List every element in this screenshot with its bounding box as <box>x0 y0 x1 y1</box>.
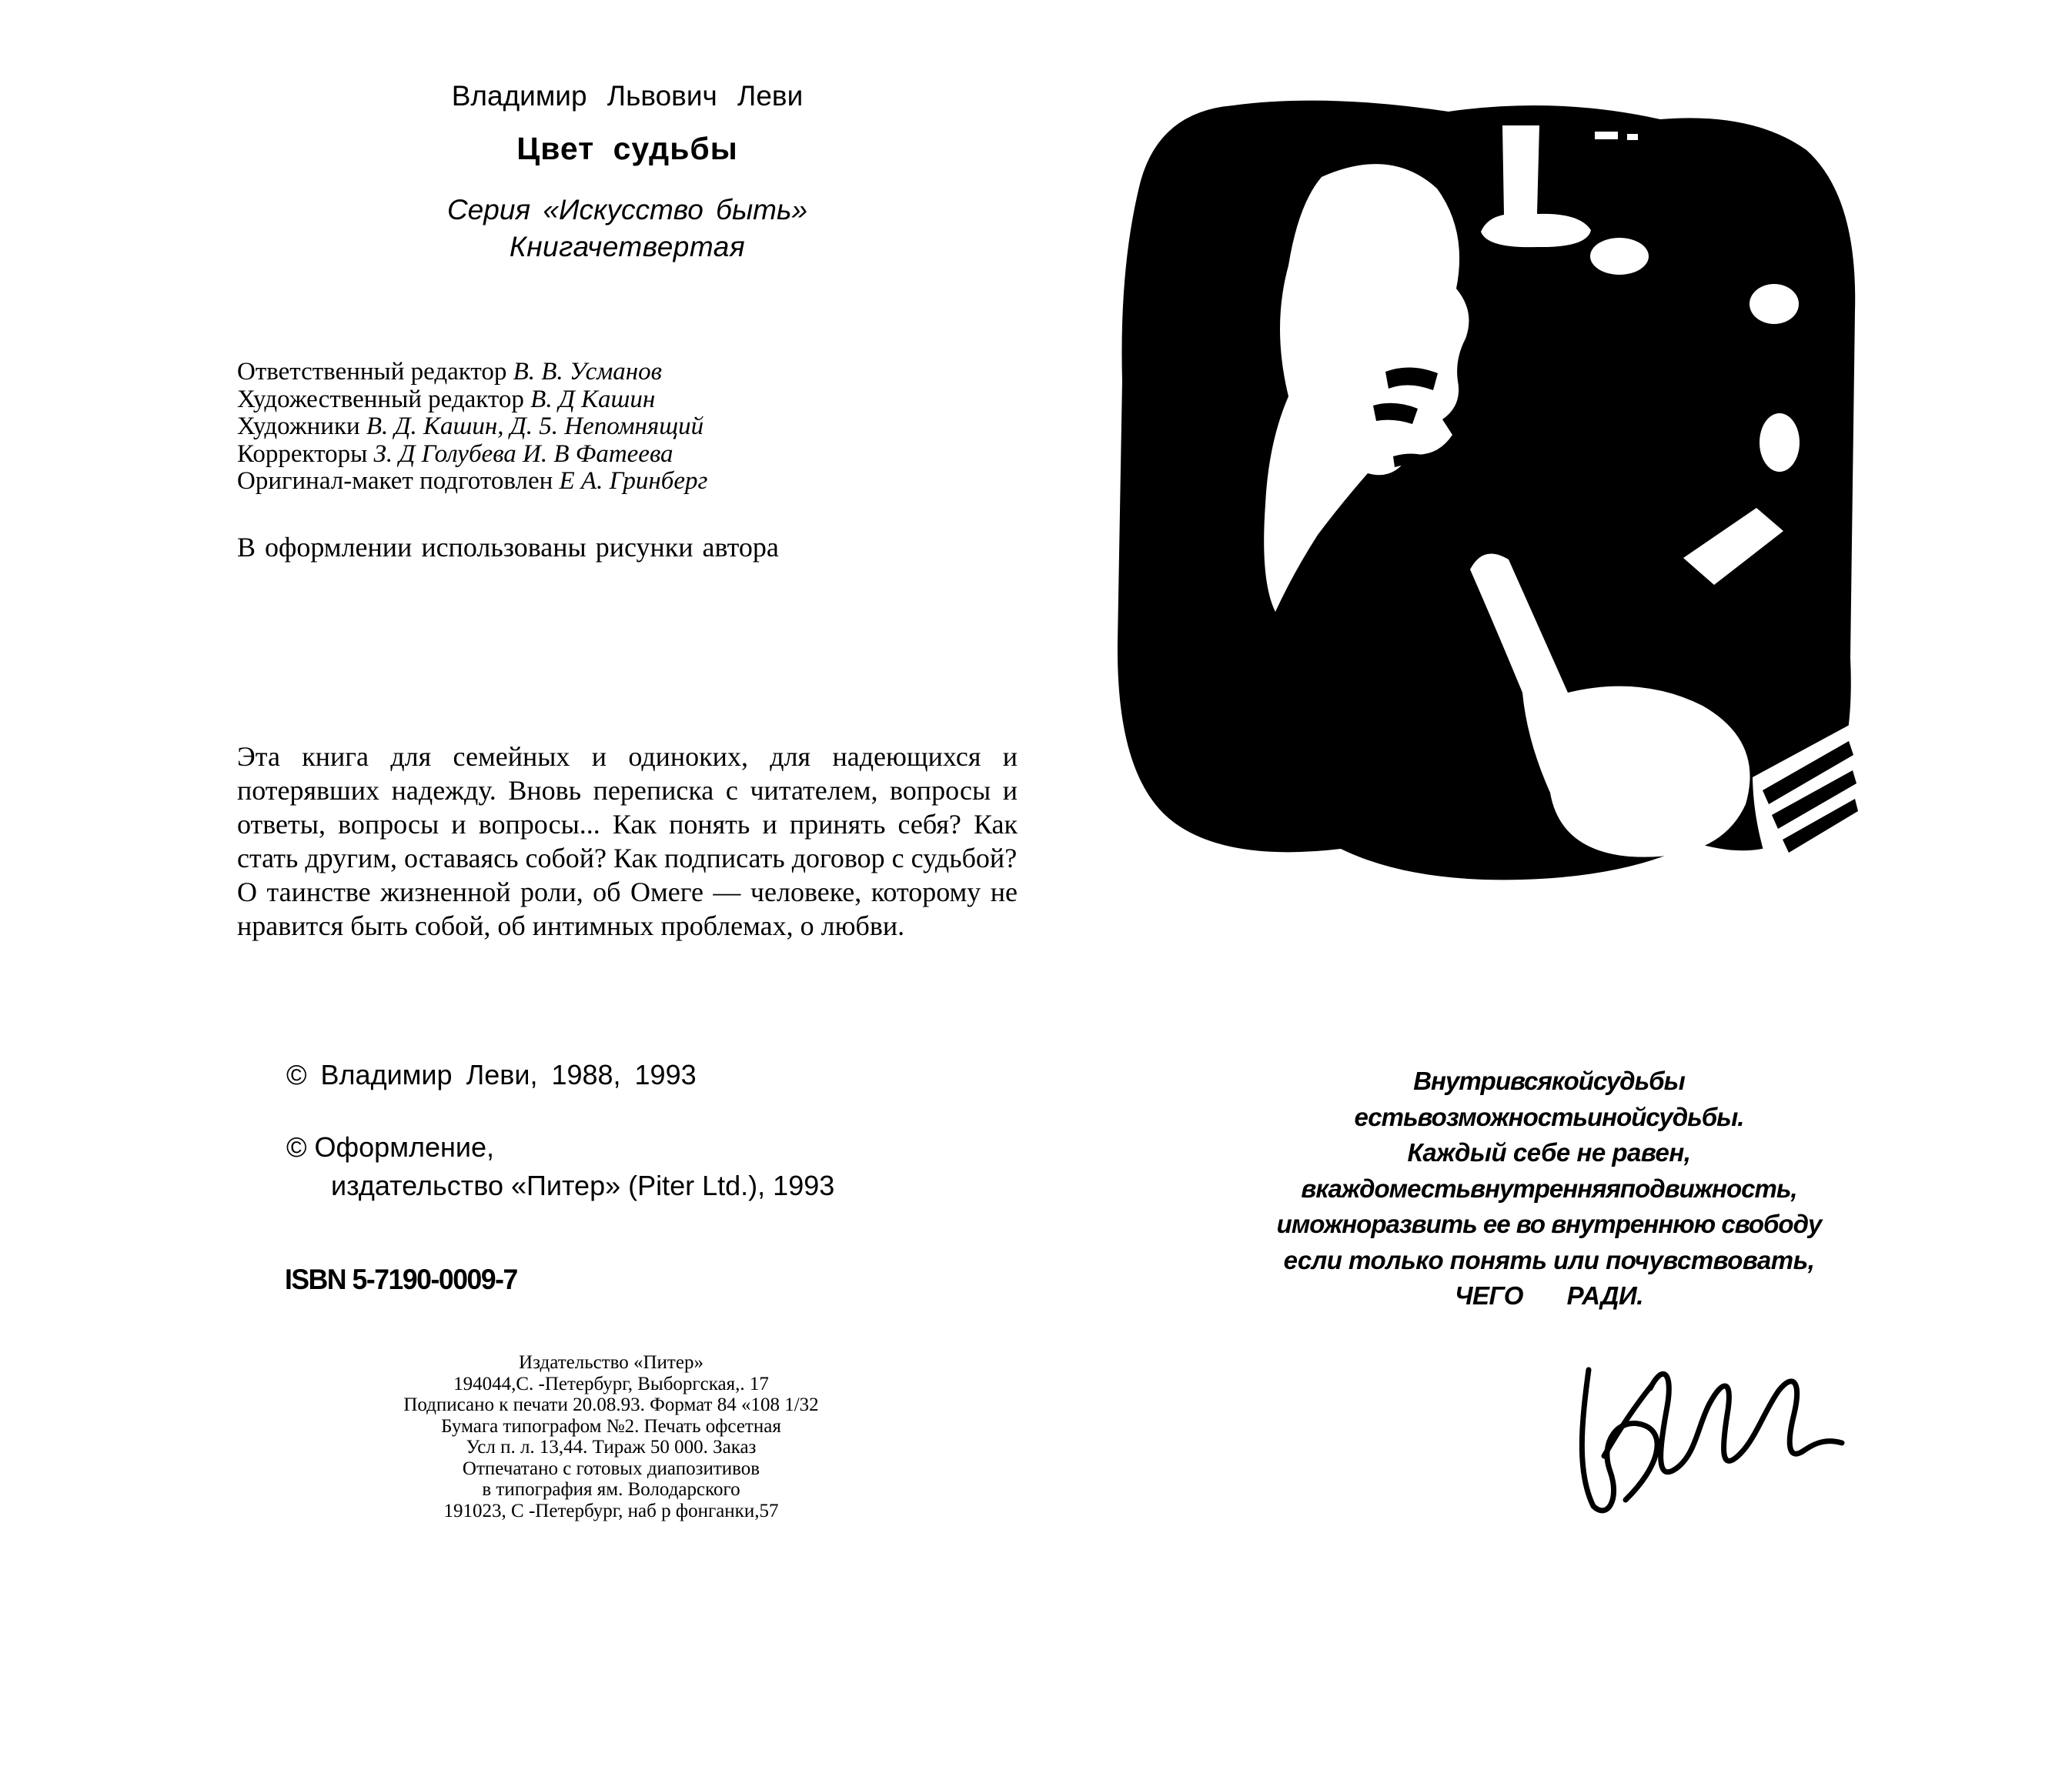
signature-graphic <box>1533 1341 1849 1533</box>
copyright-design-line2: издательство «Питер» (Piter Ltd.), 1993 <box>331 1170 835 1201</box>
series-title: Серия «Искусство быть» <box>446 194 808 225</box>
imprint-line: Подписано к печати 20.08.93. Формат 84 «108 1/32 <box>403 1394 819 1415</box>
quote-line: иможноразвить ее во внутреннюю свободу <box>1276 1210 1822 1238</box>
author-signature <box>1533 1341 1849 1533</box>
quote-line: Внутривсякойсудьбы <box>1413 1067 1685 1095</box>
imprint-line: 194044,С. -Петербург, Выборгская,. 17 <box>453 1373 769 1394</box>
annotation-paragraph-2: О таинстве жизненной роли, об Омеге — человеке, которому не нравится быть собой, об интимных проблемах, о любви. <box>237 877 1018 941</box>
imprint-line: Издательство «Питер» <box>519 1352 703 1373</box>
annotation-paragraph-1: Эта книга для семейных и одиноких, для надеющихся и потерявших надежду. Вновь переписка с читателем, вопросы и ответы, вопросы и вопросы... Как понять и принять себя? Как стать другим, оставаясь собой? Как подписать договор с судьбой? <box>237 741 1018 873</box>
design-note: В оформлении использованы рисунки автора <box>237 532 779 563</box>
copyright-design <box>286 1128 834 1205</box>
copyright-author: © Владимир Леви, 1988, 1993 <box>286 1059 697 1090</box>
credits-block <box>237 359 707 496</box>
imprint-line: в типография ям. Володарского <box>482 1479 740 1500</box>
quote-line: ЧЕГО РАДИ. <box>1455 1281 1643 1310</box>
quote-line: Каждый себе не равен, <box>1407 1138 1691 1167</box>
imprint-line: 191023, С -Петербург, наб р фонганки,57 <box>443 1500 779 1521</box>
quote-line: если только понять или почувствовать, <box>1283 1245 1815 1274</box>
imprint-line: Бумага типографом №2. Печать офсетная <box>441 1415 781 1437</box>
isbn: ISBN 5-7190-0009-7 <box>285 1264 517 1295</box>
series-book-number: Книгачетвертая <box>509 231 746 262</box>
author-name: Владимир Львович Леви <box>451 80 804 112</box>
quote-line: вкаждоместьвнутренняяподвижность, <box>1301 1174 1797 1203</box>
book-title: Цвет судьбы <box>516 131 738 166</box>
imprint-line: Усл п. л. 13,44. Тираж 50 000. Заказ <box>466 1437 757 1458</box>
quote-line: естьвозможностьинойсудьбы. <box>1354 1102 1744 1131</box>
credit-line-proofreaders: Корректоры З. Д Голубева И. В Фатеева <box>237 439 673 468</box>
annotation-block <box>237 740 1018 943</box>
credit-line-layout: Оригинал-макет подготовлен Е А. Гринберг <box>237 467 708 495</box>
credit-line-artists: Художники В. Д. Кашин, Д. 5. Непомнящий <box>237 412 704 440</box>
author-photo <box>1087 73 1883 889</box>
copyright-design-line1: © Оформление, <box>286 1131 494 1163</box>
halftone-photo-graphic <box>1087 73 1883 889</box>
imprint-block <box>348 1352 874 1521</box>
credit-line-art-editor: Художественный редактор В. Д Кашин <box>237 385 656 413</box>
imprint-line: Отпечатано с готовых диапозитивов <box>462 1458 760 1479</box>
quote-block <box>1189 1064 1909 1314</box>
credit-line-editor: Ответственный редактор В. В. Усманов <box>237 358 662 386</box>
